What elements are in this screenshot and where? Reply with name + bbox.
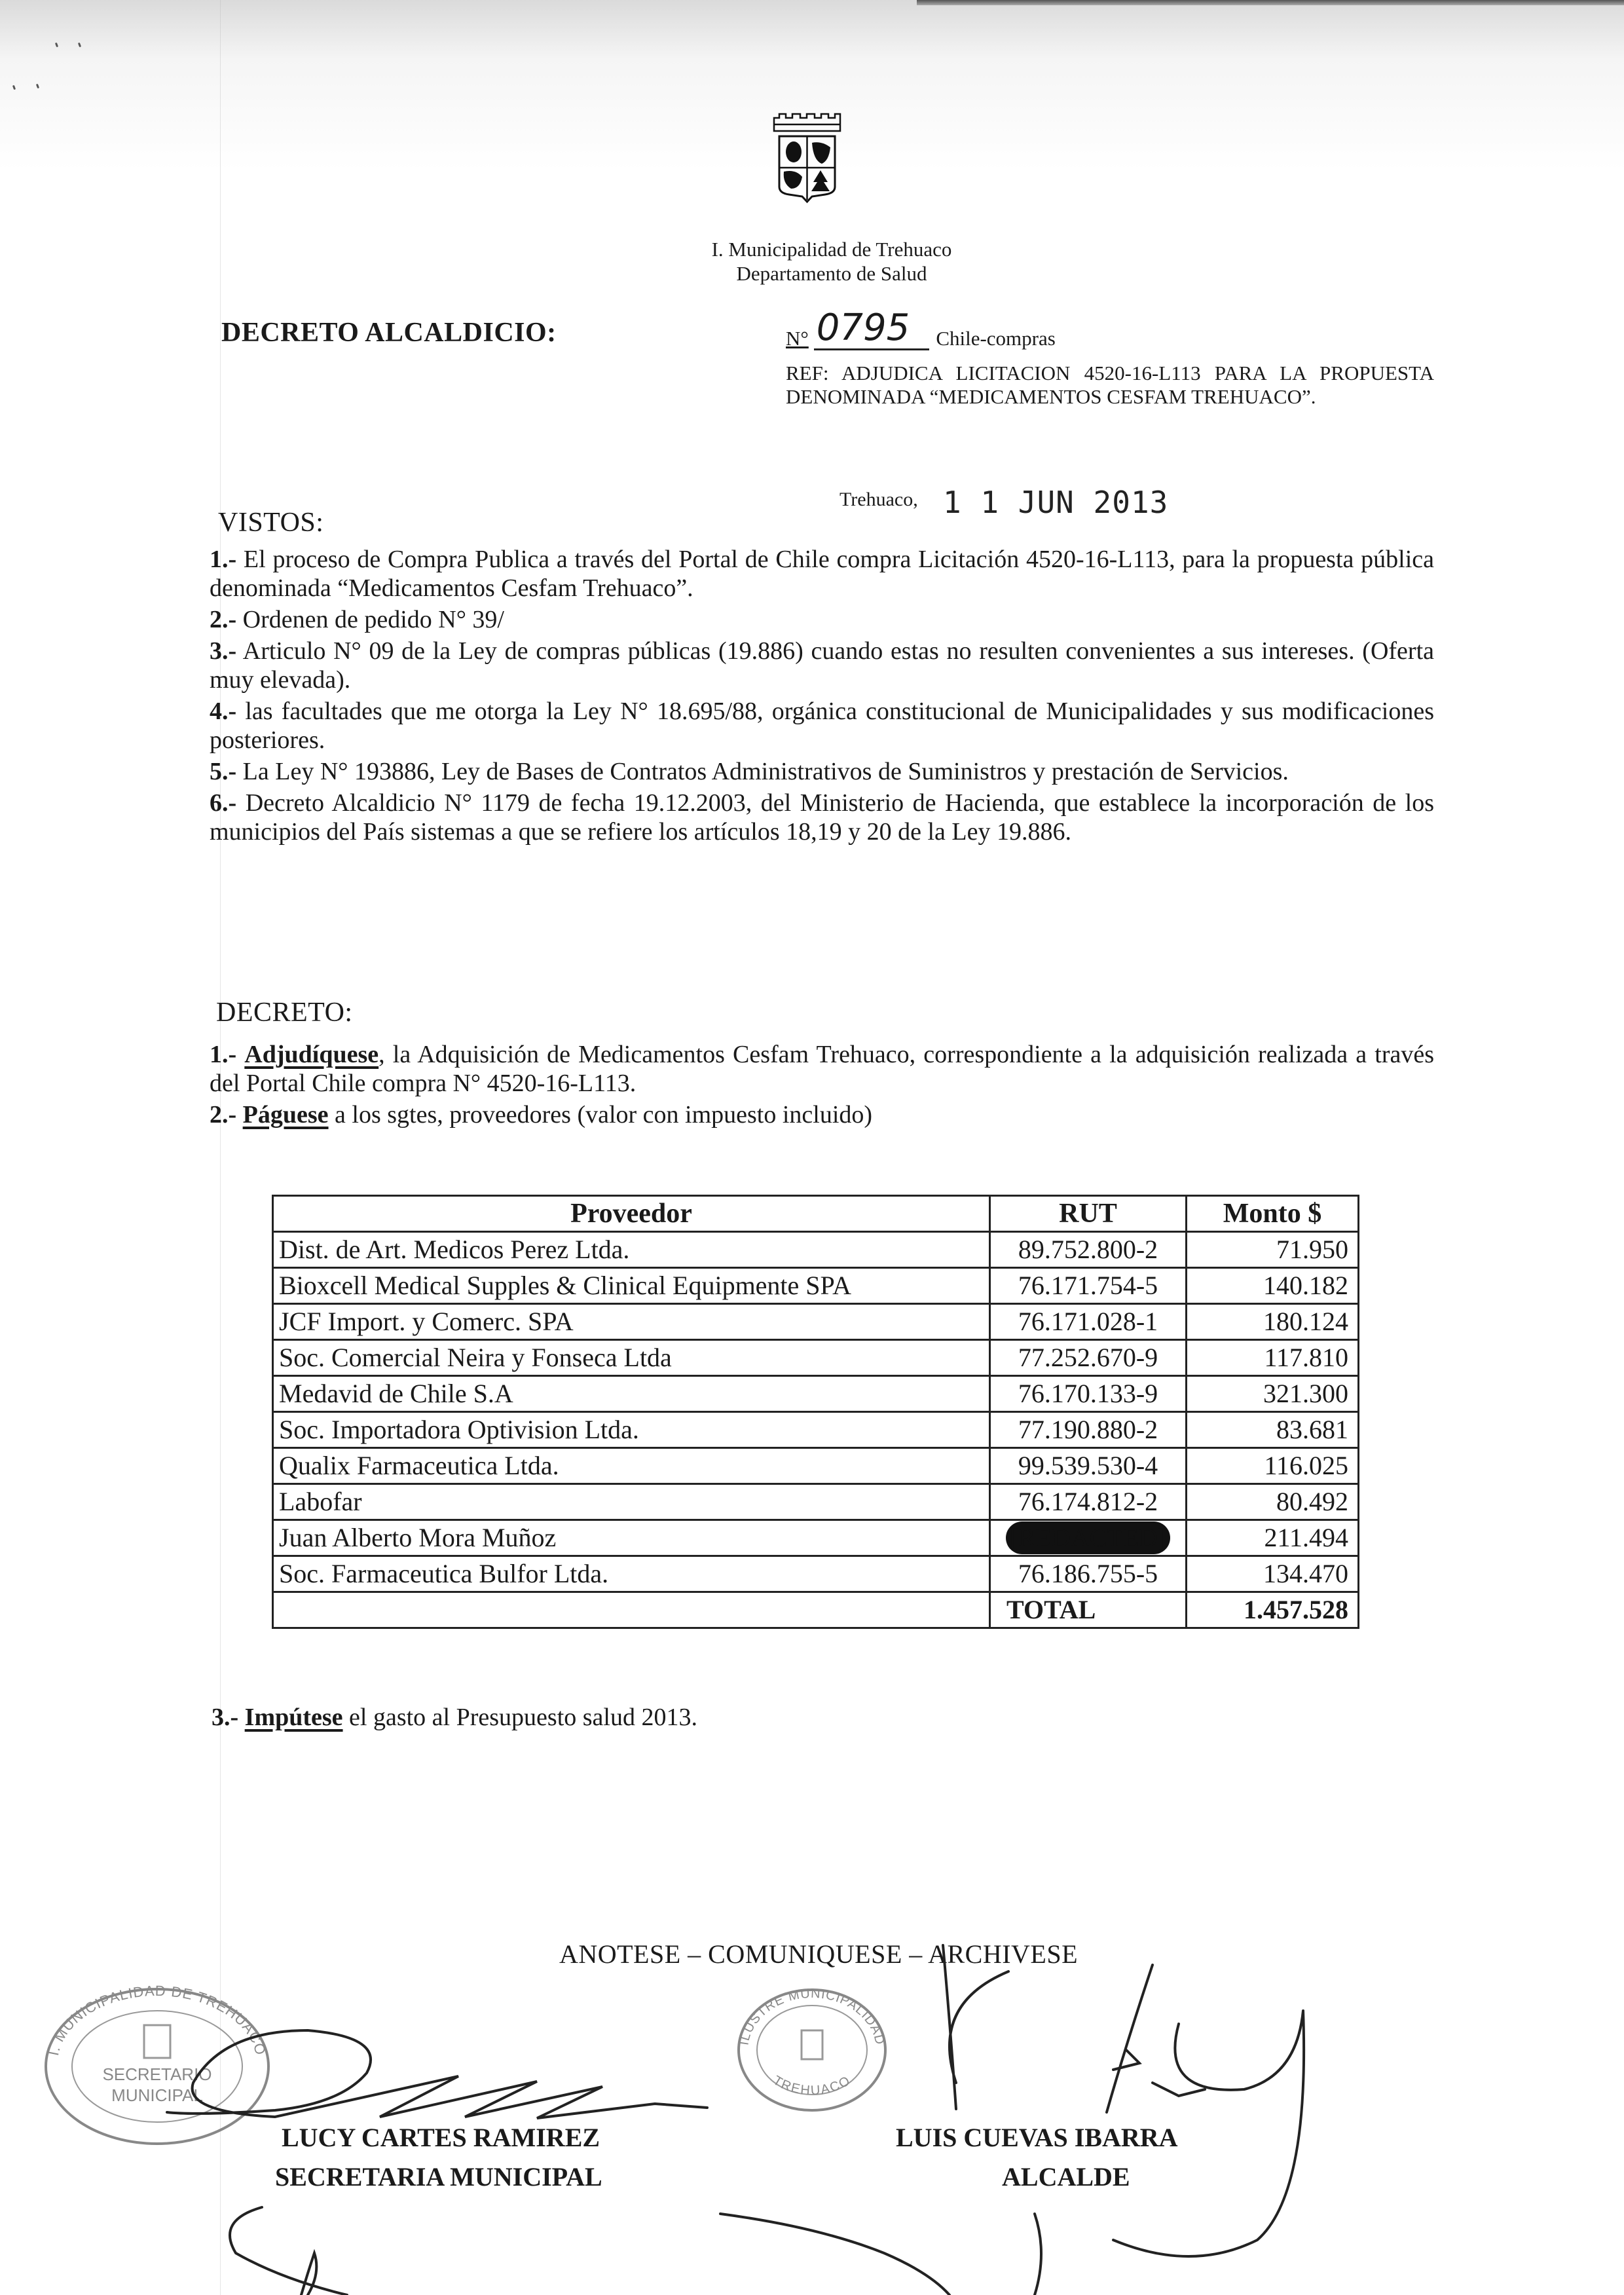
item-number: 5.- <box>210 758 237 785</box>
vistos-item <box>210 545 1434 603</box>
stamp-ring-text: ILUSTRE MUNICIPALIDAD <box>737 1986 887 2047</box>
svg-text:TREHUACO <box>771 2073 853 2098</box>
closing-formula: ANOTESE – COMUNIQUESE – ARCHIVESE <box>559 1939 1079 1969</box>
table-row <box>273 1448 1359 1484</box>
vistos-item <box>210 789 1434 846</box>
cell-proveedor: JCF Import. y Comerc. SPA <box>273 1304 990 1340</box>
document-type: DECRETO ALCALDICIO: <box>221 318 557 348</box>
cell-rut: 77.252.670-9 <box>990 1340 1187 1376</box>
cell-monto: 80.492 <box>1187 1484 1359 1520</box>
table-row <box>273 1556 1359 1592</box>
institution-header <box>694 237 969 286</box>
table-row <box>273 1520 1359 1556</box>
item-text: Decreto Alcaldicio N° 1179 de fecha 19.12.2003, del Ministerio de Hacienda, que establece la incorporación de los municipios del País sistemas a que se refiere los artículos 18,19 y 20 de la Ley 19.886. <box>210 789 1434 846</box>
cell-proveedor: Medavid de Chile S.A <box>273 1376 990 1412</box>
cell-proveedor: Qualix Farmaceutica Ltda. <box>273 1448 990 1484</box>
mayor-role: ALCALDE <box>1002 2162 1130 2192</box>
cell-rut: 76.174.812-2 <box>990 1484 1187 1520</box>
item-keyword: Adjudíquese <box>244 1041 379 1068</box>
item-number: 4.- <box>210 698 237 725</box>
total-value: 1.457.528 <box>1187 1592 1359 1628</box>
cell-monto: 140.182 <box>1187 1268 1359 1304</box>
stamp-inner-line-1: SECRETARIO <box>102 2064 212 2084</box>
svg-text:I. MUNICIPALIDAD DE TREHUACO <box>45 1985 269 2057</box>
mayor-seal-stamp <box>733 1985 891 2116</box>
cell-monto: 134.470 <box>1187 1556 1359 1592</box>
decreto-item-3 <box>212 1703 697 1732</box>
date-stamp: 1 1 JUN 2013 <box>943 485 1169 520</box>
municipal-crest-icon <box>766 111 848 206</box>
cell-proveedor: Labofar <box>273 1484 990 1520</box>
item-number: 1.- <box>210 1041 237 1068</box>
redacted-rut: [REDACTED] <box>1006 1521 1171 1554</box>
total-label: TOTAL <box>990 1592 1187 1628</box>
column-header-monto: Monto $ <box>1187 1196 1359 1232</box>
cell-rut: 77.190.880-2 <box>990 1412 1187 1448</box>
cell-monto: 321.300 <box>1187 1376 1359 1412</box>
item-keyword: Impútese <box>244 1704 343 1731</box>
vistos-item <box>210 697 1434 755</box>
cell-proveedor: Bioxcell Medical Supples & Clinical Equipmente SPA <box>273 1268 990 1304</box>
vistos-item <box>210 605 1434 634</box>
cell-monto: 71.950 <box>1187 1232 1359 1268</box>
item-number: 1.- <box>210 546 237 573</box>
institution-name: I. Municipalidad de Trehuaco <box>711 238 952 261</box>
stamp-inner-line-2: MUNICIPAL <box>111 2085 203 2105</box>
cell-rut: 76.171.028-1 <box>990 1304 1187 1340</box>
item-number: 2.- <box>210 606 237 633</box>
item-text: Articulo N° 09 de la Ley de compras públicas (19.886) cuando estas no resulten convenientes a sus intereses. (Oferta muy elevada). <box>210 637 1434 694</box>
table-row <box>273 1304 1359 1340</box>
item-text: El proceso de Compra Publica a través del Portal de Chile compra Licitación 4520-16-L113, para la propuesta pública denominada “Medicamentos Cesfam Trehuaco”. <box>210 546 1434 602</box>
secretary-name: LUCY CARTES RAMIREZ <box>282 2123 600 2152</box>
cell-monto: 83.681 <box>1187 1412 1359 1448</box>
decreto-item <box>210 1100 1434 1129</box>
number-suffix: Chile-compras <box>936 327 1056 350</box>
table-row <box>273 1412 1359 1448</box>
item-text: Ordenen de pedido N° 39/ <box>236 606 504 633</box>
table-row <box>273 1232 1359 1268</box>
decree-number-line <box>786 308 1056 350</box>
cell-monto: 117.810 <box>1187 1340 1359 1376</box>
table-header-row <box>273 1196 1359 1232</box>
cell-rut: 76.186.755-5 <box>990 1556 1187 1592</box>
cell-proveedor: Soc. Importadora Optivision Ltda. <box>273 1412 990 1448</box>
mayor-signature-icon <box>943 1945 1304 2295</box>
item-number: 3.- <box>212 1704 239 1731</box>
cell-rut: 76.170.133-9 <box>990 1376 1187 1412</box>
total-empty-cell <box>273 1592 990 1628</box>
cell-monto: 180.124 <box>1187 1304 1359 1340</box>
place-label: Trehuaco, <box>840 489 918 510</box>
reference-text: REF: ADJUDICA LICITACION 4520-16-L113 PARA LA PROPUESTA DENOMINADA “MEDICAMENTOS CESFAM TREHUACO”. <box>786 362 1434 408</box>
cell-monto: 116.025 <box>1187 1448 1359 1484</box>
stamp-ring-text: I. MUNICIPALIDAD DE TREHUACO <box>45 1985 270 2057</box>
item-number: 2.- <box>210 1101 237 1129</box>
column-header-proveedor: Proveedor <box>273 1196 990 1232</box>
number-label: N° <box>786 327 809 350</box>
total-row <box>273 1592 1359 1628</box>
scan-edge <box>917 0 1624 5</box>
cell-rut: 89.752.800-2 <box>990 1232 1187 1268</box>
cell-rut: 76.171.754-5 <box>990 1268 1187 1304</box>
cell-proveedor: Soc. Farmaceutica Bulfor Ltda. <box>273 1556 990 1592</box>
item-text: La Ley N° 193886, Ley de Bases de Contratos Administrativos de Suministros y prestación de Servicios. <box>236 758 1289 785</box>
vistos-title: VISTOS: <box>218 508 324 538</box>
vistos-list <box>210 545 1434 849</box>
decreto-item <box>210 1040 1434 1098</box>
fold-line <box>220 0 221 2295</box>
cell-proveedor: Juan Alberto Mora Muñoz <box>273 1520 990 1556</box>
mayor-name: LUIS CUEVAS IBARRA <box>896 2123 1178 2152</box>
vistos-item <box>210 757 1434 786</box>
table-row <box>273 1340 1359 1376</box>
providers-table <box>272 1195 1359 1629</box>
column-header-rut: RUT <box>990 1196 1187 1232</box>
decreto-title: DECRETO: <box>216 998 353 1028</box>
decreto-list <box>210 1040 1434 1132</box>
vistos-item <box>210 637 1434 694</box>
cell-proveedor: Dist. de Art. Medicos Perez Ltda. <box>273 1232 990 1268</box>
table-row <box>273 1376 1359 1412</box>
item-text: a los sgtes, proveedores (valor con impuesto incluido) <box>328 1101 873 1129</box>
cell-rut <box>990 1520 1187 1556</box>
item-text: las facultades que me otorga la Ley N° 18.695/88, orgánica constitucional de Municipalidades y sus modificaciones posteriores. <box>210 698 1434 754</box>
table-row <box>273 1268 1359 1304</box>
item-text: , la Adquisición de Medicamentos Cesfam Trehuaco, correspondiente a la adquisición realizada a través del Portal Chile compra N° 4520-16-L113. <box>210 1041 1434 1097</box>
item-keyword: Páguese <box>242 1101 329 1129</box>
cell-rut: 99.539.530-4 <box>990 1448 1187 1484</box>
item-number: 3.- <box>210 637 237 665</box>
department-name: Departamento de Salud <box>736 262 927 285</box>
secretary-seal-stamp <box>39 1985 275 2148</box>
cell-monto: 211.494 <box>1187 1520 1359 1556</box>
table-row <box>273 1484 1359 1520</box>
item-text: el gasto al Presupuesto salud 2013. <box>342 1704 697 1731</box>
stamp-bottom-text: TREHUACO <box>770 2073 854 2099</box>
secretary-role: SECRETARIA MUNICIPAL <box>275 2162 602 2192</box>
item-number: 6.- <box>210 789 237 817</box>
handwritten-number: 0795 <box>814 308 930 350</box>
cell-proveedor: Soc. Comercial Neira y Fonseca Ltda <box>273 1340 990 1376</box>
